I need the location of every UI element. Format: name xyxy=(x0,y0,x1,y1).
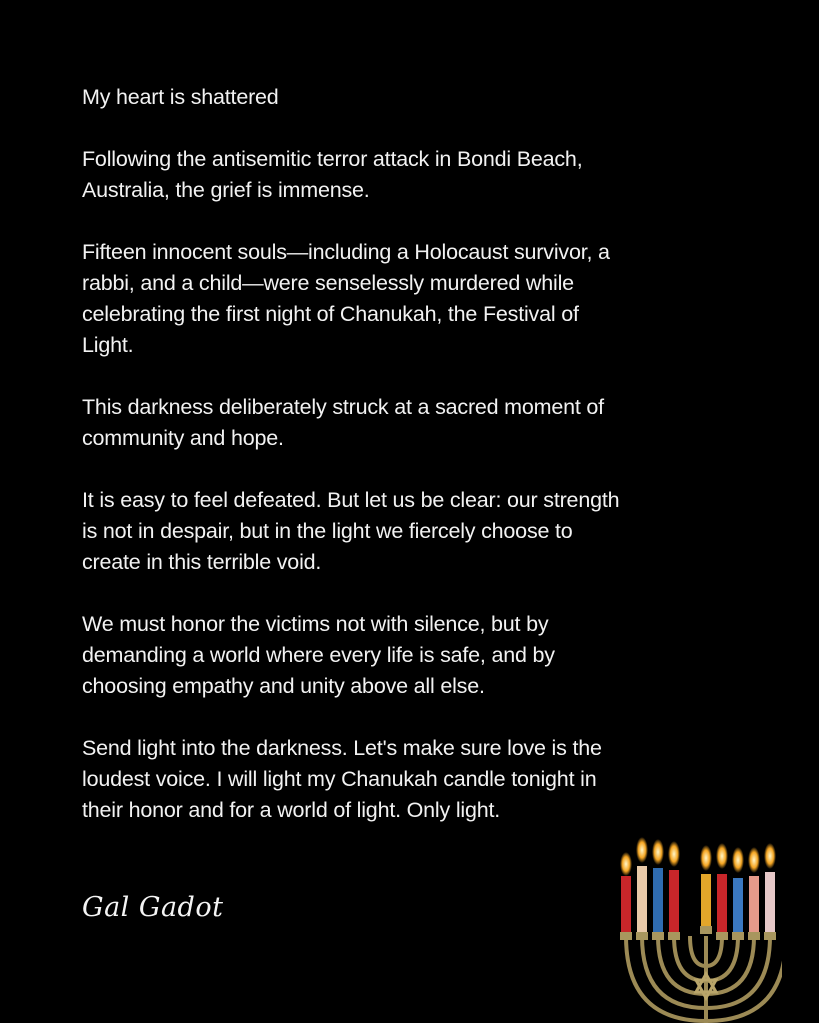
signature: Gal Gadot xyxy=(82,892,224,923)
paragraph-2: Fifteen innocent souls—including a Holocaust survivor, a rabbi, and a child—were senselessly murdered while celebrating the first night of Chanukah, the Festival of Light. xyxy=(82,240,610,357)
menorah-icon xyxy=(612,826,782,1023)
paragraph-4: It is easy to feel defeated. But let us be clear: our strength is not in despair, but in the light we fiercely choose to create in this terrible void. xyxy=(82,488,620,574)
post-title: My heart is shattered xyxy=(82,85,279,109)
paragraph-3: This darkness deliberately struck at a sacred moment of community and hope. xyxy=(82,395,604,450)
paragraph-6: Send light into the darkness. Let's make sure love is the loudest voice. I will light my Chanukah candle tonight in their honor and for a world of light. Only light. xyxy=(82,736,602,822)
paragraph-5: We must honor the victims not with silence, but by demanding a world where every life is safe, and by choosing empathy and unity above all else. xyxy=(82,612,555,698)
paragraph-1: Following the antisemitic terror attack in Bondi Beach, Australia, the grief is immense. xyxy=(82,147,583,202)
post-body xyxy=(82,82,742,857)
